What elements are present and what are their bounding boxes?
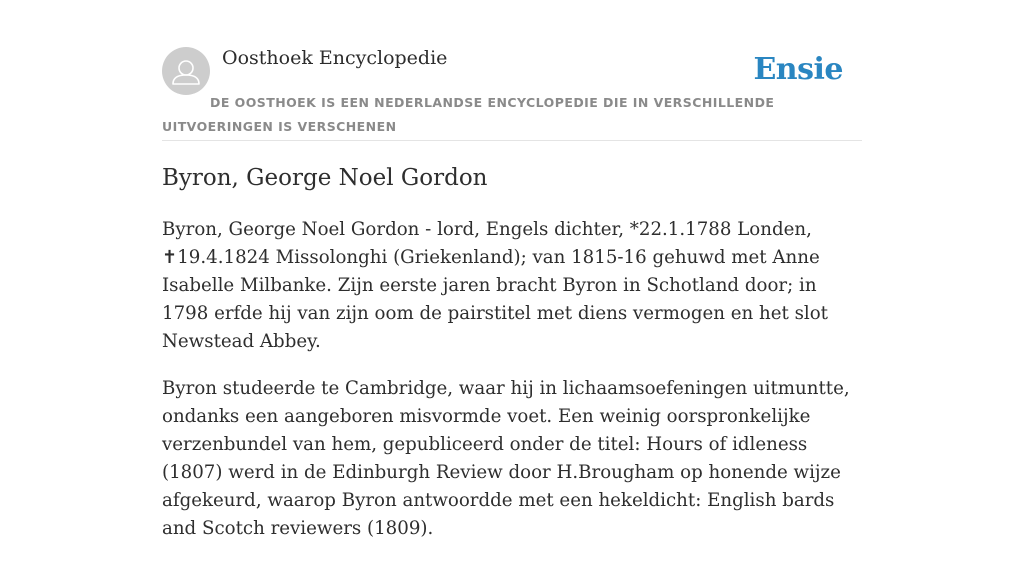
header — [162, 44, 862, 141]
article-paragraph: Byron studeerde te Cambridge, waar hij in lichaamsoefeningen uitmuntte, ondanks een aangeboren misvormde voet. Een weinig oorspronkelijke verzenbundel van hem, gepubliceerd onder de titel: Hours of idleness (1807) werd in de Edinburgh Review door H.Brougham op honende wijze afgekeurd, waarop Byron antwoordde met een hekeldicht: English bards and Scotch reviewers (1809). — [162, 378, 850, 539]
brand-logo[interactable]: Ensie — [753, 52, 843, 87]
article-paragraph: Byron, George Noel Gordon - lord, Engels dichter, *22.1.1788 Londen, ✝19.4.1824 Missolonghi (Griekenland); van 1815-16 gehuwd met Anne Isabelle Milbanke. Zijn eerste jaren bracht Byron in Schotland door; in 1798 erfde hij van zijn oom de pairstitel met diens vermogen en het slot Newstead Abbey. — [162, 219, 828, 352]
site-title[interactable]: Oosthoek Encyclopedie — [222, 47, 448, 69]
article-body — [162, 216, 868, 562]
site-tagline: DE OOSTHOEK IS EEN NEDERLANDSE ENCYCLOPEDIE DIE IN VERSCHILLENDE UITVOERINGEN IS VERSCHENEN — [162, 95, 775, 134]
person-icon — [162, 47, 210, 95]
article-title: Byron, George Noel Gordon — [162, 165, 488, 191]
user-avatar-icon[interactable] — [162, 47, 210, 95]
